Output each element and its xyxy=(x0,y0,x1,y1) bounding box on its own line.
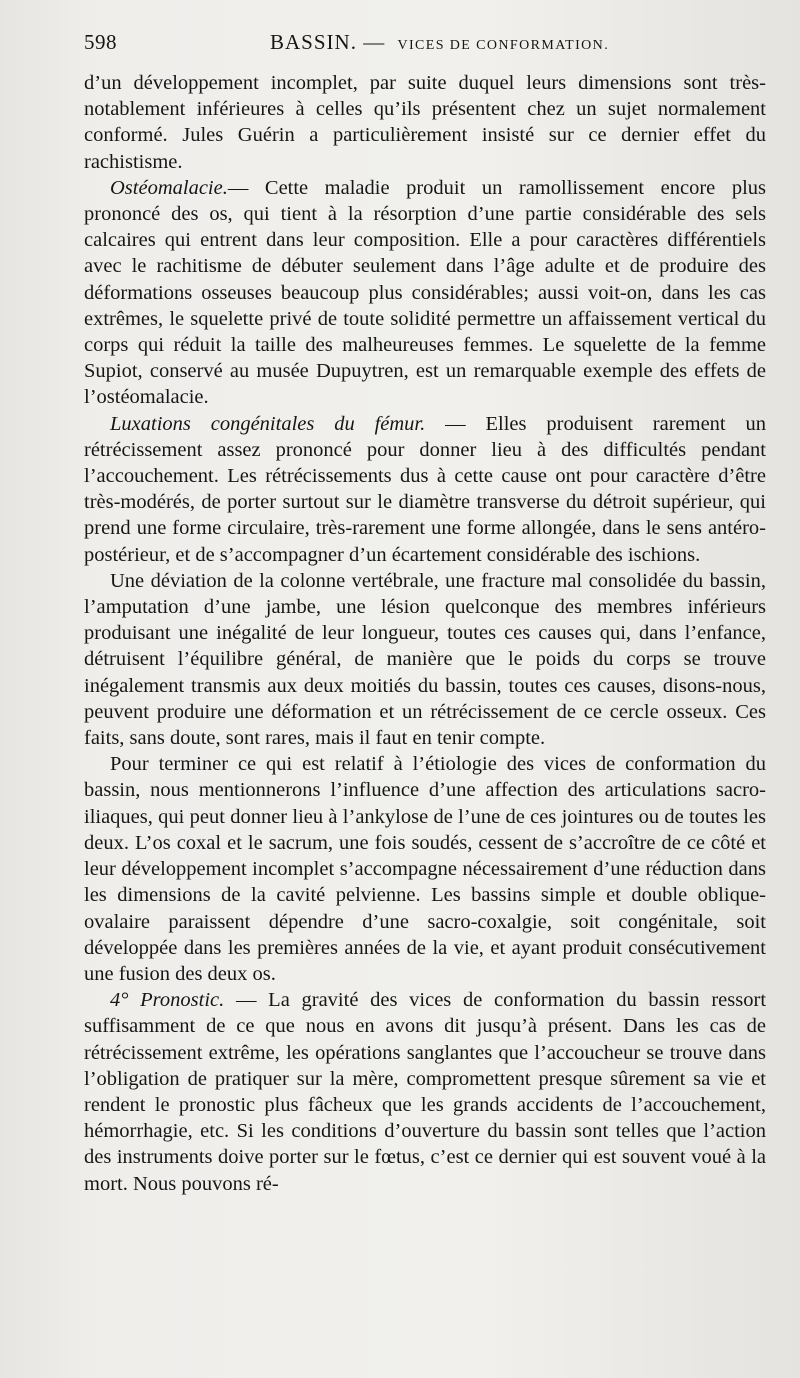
running-title: BASSIN. xyxy=(270,30,357,54)
paragraph-text: Une déviation de la colonne vertébrale, une fracture mal consolidée du bassin, l’amputation d’une jambe, une lésion quelconque des membres inférieurs produisant une inégalité de leur longueur, toutes ces causes qui, dans l’enfance, détruisent l’équilibre général, de manière que le poids du corps se trouve inégalement transmis aux deux moitiés du bassin, toutes ces causes, disons-nous, peuvent produire une déformation et un rétrécissement de ce cercle osseux. Ces faits, sans doute, sont rares, mais il faut en tenir compte. xyxy=(84,569,766,750)
page-body xyxy=(84,70,766,1197)
paragraph-text: — Elles produisent rarement un rétrécissement assez prononcé pour donner lieu à des difficultés pendant l’accouchement. Les rétrécissements dus à cette cause ont pour caractère d’être très-modérés, de porter surtout sur le diamètre transverse du détroit supérieur, qui prend une forme circulaire, très-rarement une forme allongée, dans le sens antéro-postérieur, et de s’accompagner d’un écartement considérable des ischions. xyxy=(84,412,766,566)
paragraph-pronostic xyxy=(84,987,766,1197)
paragraph-deviation xyxy=(84,568,766,751)
paragraph-continuation xyxy=(84,70,766,175)
paragraph-text: Pour terminer ce qui est relatif à l’étiologie des vices de conformation du bassin, nous mentionnerons l’influence d’une affection des articulations sacro-iliaques, qui peut donner lieu à l’ankylose de l’une de ces jointures ou de toutes les deux. L’os coxal et le sacrum, une fois soudés, cessent de s’accroître de ce côté et leur développement incomplet s’accompagne nécessairement d’une réduction dans les dimensions de la cavité pelvienne. Les bassins simple et double oblique-ovalaire paraissent dépendre d’une sacro-coxalgie, soit congénitale, soit développée dans les premières années de la vie, et ayant produit consécutivement une fusion des deux os. xyxy=(84,753,766,985)
running-separator: — xyxy=(363,30,386,54)
paragraph-osteomalacie xyxy=(84,175,766,411)
page-number: 598 xyxy=(84,30,117,54)
page-header xyxy=(84,30,764,60)
section-heading: Ostéomalacie. xyxy=(110,176,228,199)
section-heading: 4° Pronostic. xyxy=(110,989,225,1012)
paragraph-luxations xyxy=(84,411,766,568)
paragraph-text: d’un développement incomplet, par suite duquel leurs dimensions sont très-notablement inférieures à celles qu’ils présentent chez un sujet normalement conformé. Jules Guérin a particulièrement insisté sur ce dernier effet du rachistisme. xyxy=(84,72,766,173)
paragraph-text: — Cette maladie produit un ramollissement encore plus prononcé des os, qui tient à la résorption d’une partie considérable des sels calcaires qui entrent dans leur composition. Elle a pour caractères différentiels avec le rachitisme de débuter seulement dans l’âge adulte et de produire des déformations osseuses beaucoup plus considérables; aussi voit-on, dans les cas extrêmes, le squelette privé de toute solidité permettre un affaissement vertical du corps qui réduit la taille des malheureuses femmes. Le squelette de la femme Supiot, conservé au musée Dupuytren, est un remarquable exemple des effets de l’ostéomalacie. xyxy=(84,176,766,409)
section-heading: Luxations congénitales du fémur. xyxy=(110,412,426,435)
paragraph-text: — La gravité des vices de conformation du bassin ressort suffisamment de ce que nous en avons dit jusqu’à présent. Dans les cas de rétrécissement extrême, les opérations sanglantes que l’accoucheur se trouve dans l’obligation de pratiquer sur la mère, compromettent presque sûrement sa vie et rendent le pronostic plus fâcheux que les grands accidents de l’accouchement, hémorrhagie, etc. Si les conditions d’ouverture du bassin sont telles que l’action des instruments doive porter sur le fœtus, c’est ce dernier qui est souvent voué à la mort. Nous pouvons ré- xyxy=(84,989,767,1195)
running-subtitle: VICES DE CONFORMATION. xyxy=(397,38,610,53)
running-head xyxy=(270,30,609,55)
paragraph-etiologie xyxy=(84,751,766,987)
